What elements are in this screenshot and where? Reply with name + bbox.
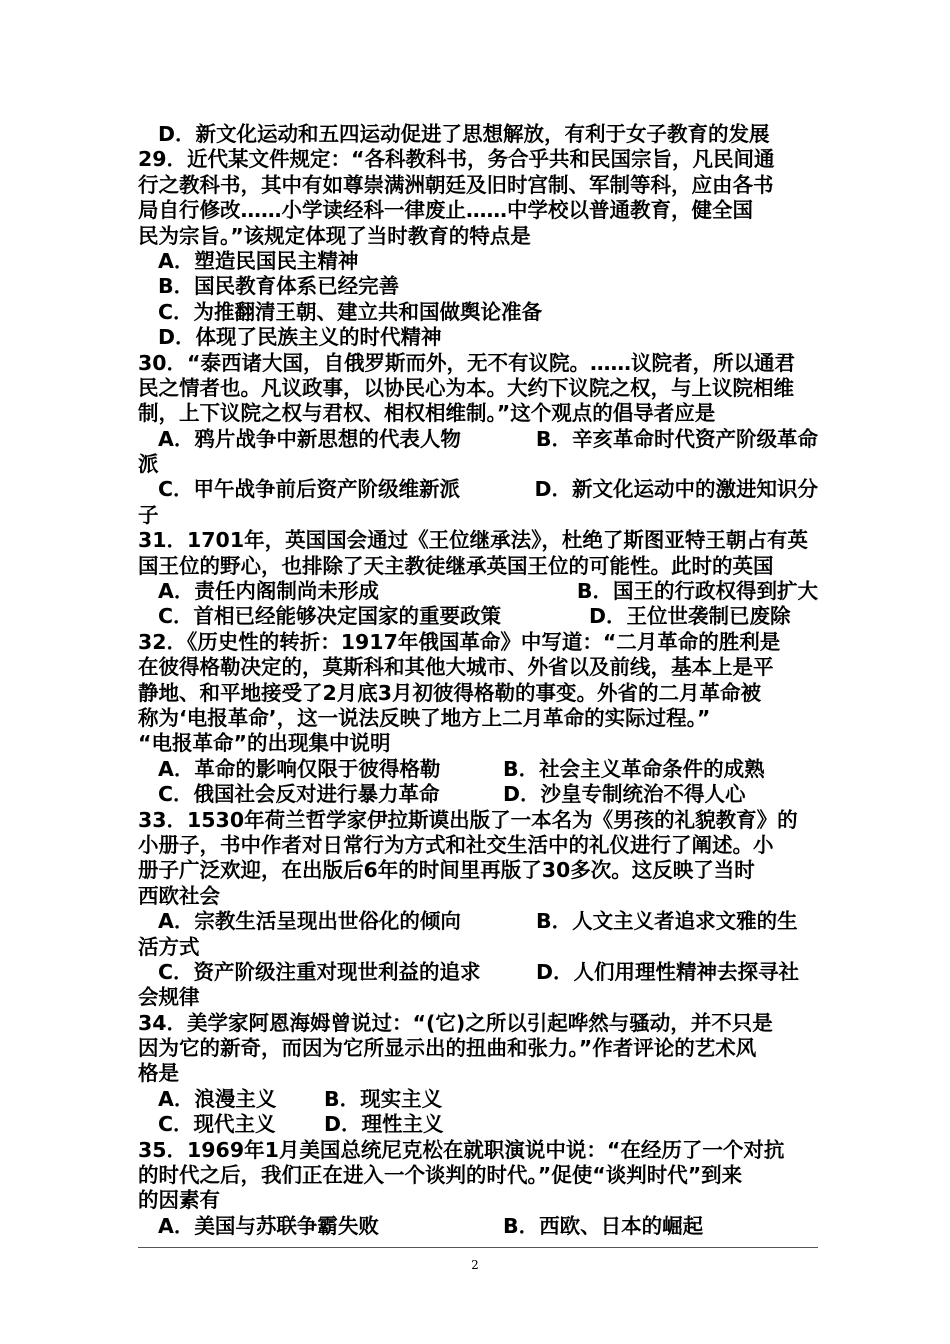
option-text: B．人文主义者追求文雅的生: [536, 909, 798, 934]
question-line: 静地、和平地接受了2月底3月初彼得格勒的事变。外省的二月革命被: [138, 680, 762, 705]
option-text: B．社会主义革命条件的成熟: [503, 756, 765, 781]
option-row: [138, 1112, 818, 1137]
question-line: 33．1530年荷兰哲学家伊拉斯谟出版了一本名为《男孩的礼貌教育》的: [138, 807, 798, 832]
question-line: 的因素有: [138, 1188, 220, 1213]
question-line: 行之教科书，其中有如尊崇满洲朝廷及旧时宫制、军制等科，应由各书: [138, 172, 774, 197]
question-line: 国王位的野心，也排除了天主教徒继承英国王位的可能性。此时的英国: [138, 553, 774, 578]
option-row: [138, 477, 818, 502]
option-text: C．现代主义: [158, 1112, 276, 1137]
option-text: C．甲午战争前后资产阶级维新派: [158, 477, 461, 502]
option-text: A．宗教生活呈现出世俗化的倾向: [158, 909, 461, 934]
option-text: D．沙皇专制统治不得人心: [503, 782, 746, 807]
question-line: 在彼得格勒决定的，莫斯科和其他大城市、外省以及前线，基本上是平: [138, 655, 774, 680]
option-row: [138, 604, 818, 629]
question-line: 民之情者也。凡议政事，以协民心为本。大约下议院之权，与上议院相维: [138, 375, 794, 400]
option-text: A．塑造民国民主精神: [158, 248, 359, 273]
question-line: 的时代之后，我们正在进入一个谈判的时代。”促使“谈判时代”到来: [138, 1163, 743, 1188]
option-text: A．美国与苏联争霸失败: [158, 1213, 379, 1238]
question-line: 30．“泰西诸大国，自俄罗斯而外，无不有议院。……议院者，所以通君: [138, 350, 795, 375]
option-text: C．资产阶级注重对现世利益的追求: [158, 959, 481, 984]
page-number: 2: [471, 1258, 479, 1272]
option-row: [138, 757, 818, 782]
option-text: D．体现了民族主义的时代精神: [158, 325, 442, 350]
option-text: D．新文化运动中的激进知识分: [534, 477, 818, 502]
question-line: 格是: [138, 1061, 179, 1086]
question-line: 局自行修改……小学读经科一律废止……中学校以普通教育，健全国: [138, 198, 753, 223]
option-row: [138, 782, 818, 807]
option-text: B．西欧、日本的崛起: [503, 1213, 704, 1238]
option-text: C．为推翻清王朝、建立共和国做舆论准备: [158, 299, 543, 324]
question-line: 子: [138, 502, 159, 527]
option-text: A．责任内阁制尚未形成: [158, 579, 379, 604]
option-text: B．辛亥革命时代资产阶级革命: [535, 426, 818, 451]
question-line: 小册子，书中作者对日常行为方式和社交生活中的礼仪进行了阐述。小: [138, 832, 774, 857]
option-row: [138, 579, 818, 604]
question-line: 册子广泛欢迎，在出版后6年的时间里再版了30多次。这反映了当时: [138, 858, 755, 883]
question-line: 会规律: [138, 985, 200, 1010]
option-text: B．国王的行政权得到扩大: [576, 579, 818, 604]
page-content: [138, 122, 818, 1239]
question-line: 29．近代某文件规定：“各科教科书，务合乎共和民国宗旨，凡民间通: [138, 147, 775, 172]
question-line: 因为它的新奇，而因为它所显示出的扭曲和张力。”作者评论的艺术风: [138, 1036, 757, 1061]
option-text: C．首相已经能够决定国家的重要政策: [158, 604, 502, 629]
question-line: “电报革命”的出现集中说明: [138, 731, 391, 756]
question-line: 32．《历史性的转折：1917年俄国革命》中写道：“二月革命的胜利是: [138, 629, 781, 654]
question-line: 35．1969年1月美国总统尼克松在就职演说中说：“在经历了一个对抗: [138, 1137, 785, 1162]
option-row: [138, 427, 818, 452]
option-text: D．理性主义: [324, 1112, 444, 1137]
option-row: [138, 1214, 818, 1239]
option-row: [138, 1087, 818, 1112]
option-text: D．新文化运动和五四运动促进了思想解放，有利于女子教育的发展: [158, 122, 770, 146]
option-row: [138, 909, 818, 934]
option-text: B．现实主义: [324, 1086, 443, 1111]
question-line: 34．美学家阿恩海姆曾说过：“(它)之所以引起哗然与骚动，并不只是: [138, 1010, 773, 1035]
footer-divider: [138, 1247, 818, 1248]
option-text: A．浪漫主义: [158, 1086, 277, 1111]
option-text: D．王位世袭制已废除: [589, 604, 791, 629]
option-text: A．革命的影响仅限于彼得格勒: [158, 756, 441, 781]
option-row: [138, 960, 818, 985]
question-line: 31．1701年，英国国会通过《王位继承法》，杜绝了斯图亚特王朝占有英: [138, 528, 808, 553]
option-text: D．人们用理性精神去探寻社: [536, 959, 800, 984]
question-line: 西欧社会: [138, 883, 220, 908]
question-line: 活方式: [138, 934, 200, 959]
question-line: 民为宗旨。”该规定体现了当时教育的特点是: [138, 223, 531, 248]
question-line: 制，上下议院之权与君权、相权相维制。”这个观点的倡导者应是: [138, 401, 716, 426]
option-text: B．国民教育体系已经完善: [158, 274, 400, 299]
option-text: C．俄国社会反对进行暴力革命: [158, 782, 440, 807]
option-text: A．鸦片战争中新思想的代表人物: [158, 426, 461, 451]
question-line: 称为‘电报革命’，这一说法反映了地方上二月革命的实际过程。”: [138, 705, 711, 730]
question-line: 派: [138, 452, 159, 477]
